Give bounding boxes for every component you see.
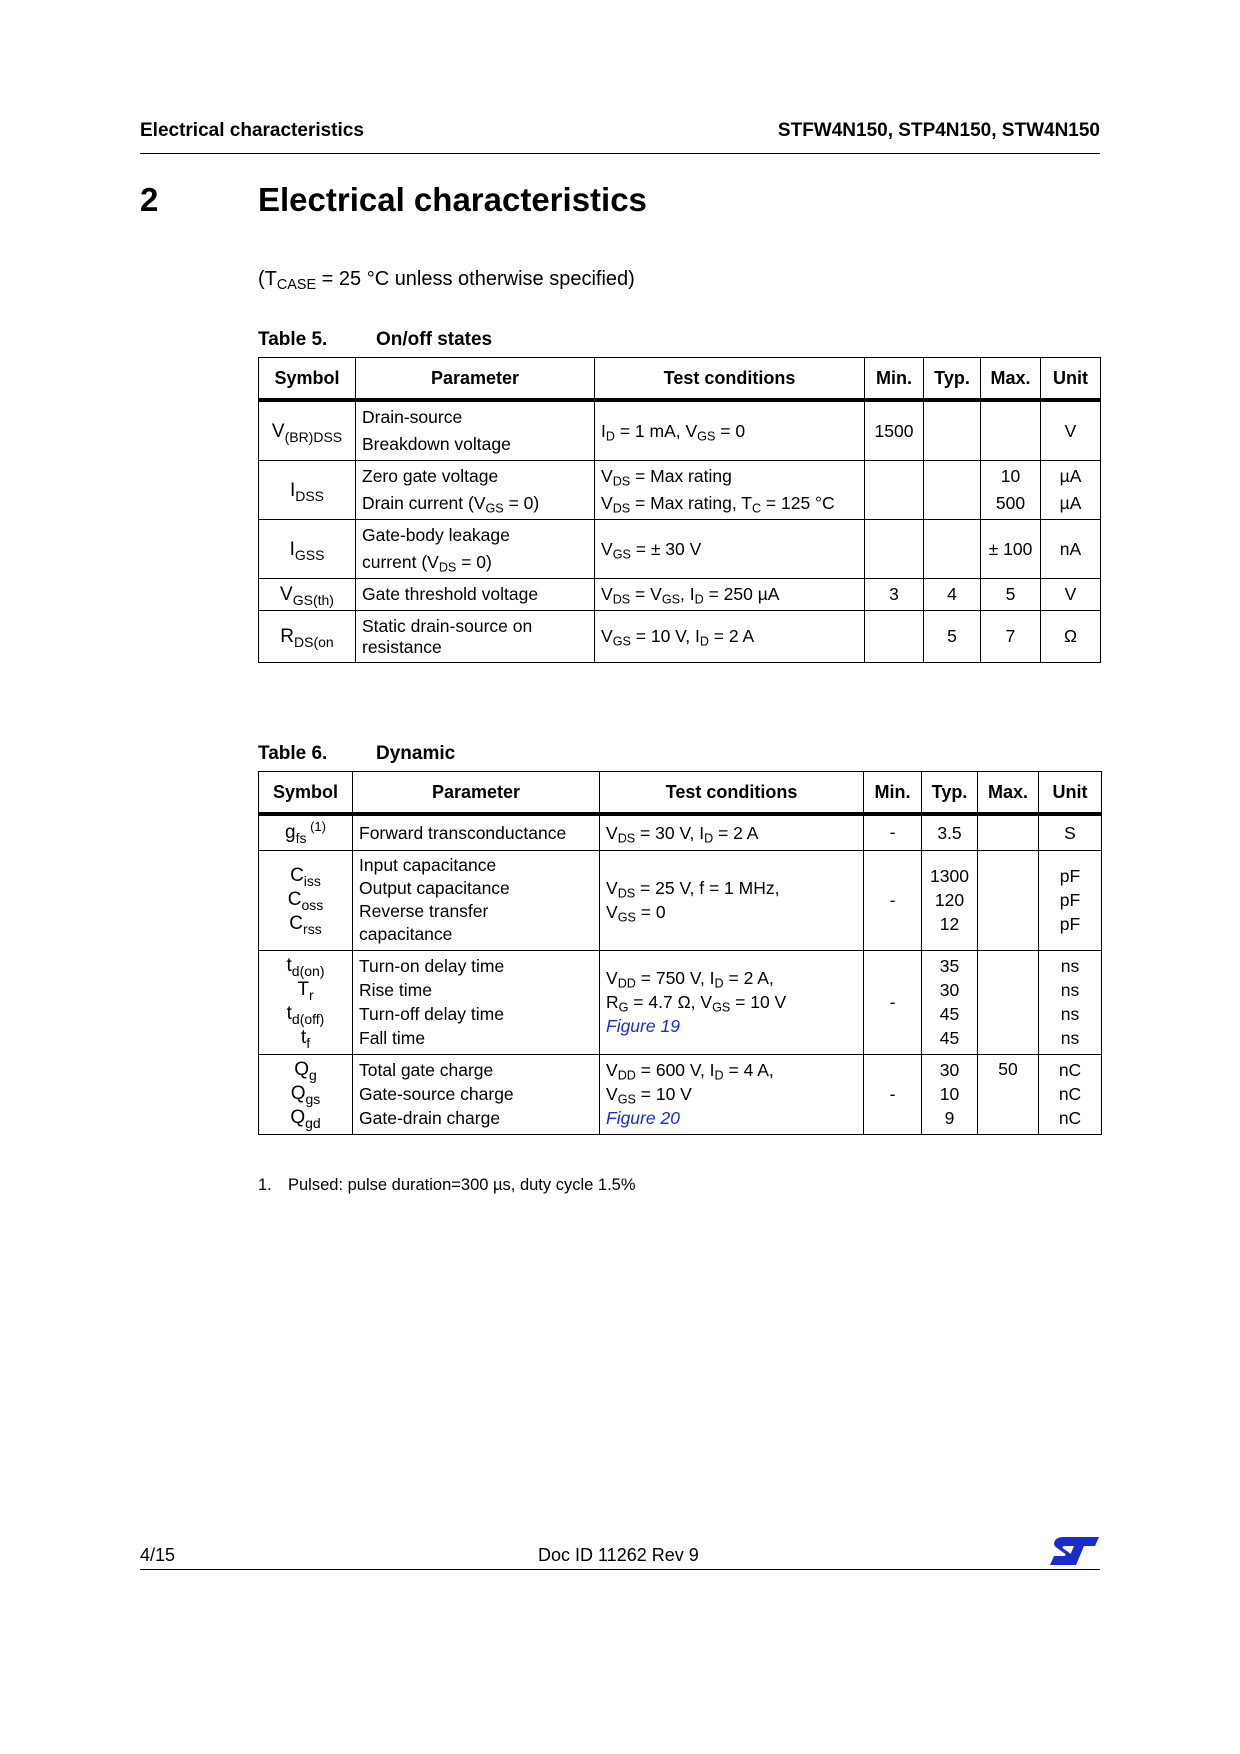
typ-cell [924,461,981,520]
table-row [259,814,1102,850]
table5-title: On/off states [376,329,493,350]
unit-cell: nC nC nC [1039,1054,1102,1134]
header-parameter: Parameter [356,358,595,401]
symbol-cell: $C_{iss}$ $C_{oss}$ $C_{rss}$ [259,850,353,950]
table-row [259,611,1101,663]
figure-link[interactable]: Figure 20 [606,1108,680,1128]
table6-title: Dynamic [376,743,456,764]
unit-cell: Ω [1041,611,1101,663]
footer-rule [140,1569,1100,1570]
parameter-cell: Total gate charge Gate-source charge Gate-drain charge [353,1054,600,1134]
running-header-right: STFW4N150, STP4N150, STW4N150 [777,120,1100,141]
symbol-cell: $V_{GS(th)}$ [259,579,356,611]
table6-body [259,814,1102,1134]
header-unit: Unit [1041,358,1101,401]
running-header-left: Electrical characteristics [140,120,364,141]
header-test-conditions: Test conditions [595,358,865,401]
table6-header-row [259,772,1102,815]
min-cell: - [864,1054,922,1134]
parameter-cell: Drain-source Breakdown voltage [356,400,595,461]
table-row [259,461,1101,520]
table6-label: Table 6. [258,743,328,764]
symbol-cell: $I_{GSS}$ [259,520,356,579]
symbol-cell: $t_{d(on)}$ $T_r$ $t_{d(off)}$ $t_f$ [259,950,353,1054]
parameter-cell: Gate-body leakage current $(V_{DS} = 0)$ [356,520,595,579]
min-cell: - [864,850,922,950]
header-min: Min. [865,358,924,401]
test-conditions-cell: $V_{DD} = 750$ V, $I_D = 2$ A, $R_G = 4.7$ Ω, $V_{GS} = 10$ V Figure 19 [600,950,864,1054]
test-conditions-cell: $V_{DS}$ = Max rating $V_{DS}$ = Max rating, $T_C = 125$ °C [595,461,865,520]
header-symbol: Symbol [259,772,353,815]
table6-caption [258,743,456,765]
min-cell [865,461,924,520]
symbol-cell: $V_{(BR)DSS}$ [259,400,356,461]
parameter-cell: Static drain-source on resistance [356,611,595,663]
max-cell [978,850,1039,950]
table-row [259,950,1102,1054]
typ-cell: 5 [924,611,981,663]
header-typ: Typ. [922,772,978,815]
symbol-cell: $R_{DS(on}$ [259,611,356,663]
unit-cell: V [1041,400,1101,461]
typ-cell: 3.5 [922,814,978,850]
table5-on-off-states [258,357,1101,663]
header-symbol: Symbol [259,358,356,401]
max-cell: 50 [978,1054,1039,1134]
header-unit: Unit [1039,772,1102,815]
parameter-cell: Turn-on delay time Rise time Turn-off delay time Fall time [353,950,600,1054]
min-cell: 3 [865,579,924,611]
table5-body [259,400,1101,663]
unit-cell: V [1041,579,1101,611]
unit-cell: pF pF pF [1039,850,1102,950]
parameter-cell: Zero gate voltage Drain current $(V_{GS} = 0)$ [356,461,595,520]
table-row [259,579,1101,611]
st-logo-icon [1049,1535,1099,1567]
table6-dynamic [258,771,1102,1135]
unit-cell: µA µA [1041,461,1101,520]
test-conditions-cell: $V_{GS}$ = ± 30 V [595,520,865,579]
parameter-cell: Gate threshold voltage [356,579,595,611]
max-cell: 5 [981,579,1041,611]
test-conditions-cell: $V_{DS} = 25$ V, f = 1 MHz, $V_{GS} = 0$ [600,850,864,950]
test-conditions-cell: $V_{DS} = V_{GS}$, $I_D = 250$ µA [595,579,865,611]
header-max: Max. [978,772,1039,815]
parameter-cell: Forward transconductance [353,814,600,850]
table5-label: Table 5. [258,329,328,350]
typ-cell: 4 [924,579,981,611]
test-conditions-cell: $V_{DS} = 30$ V, $I_D = 2$ A [600,814,864,850]
min-cell: - [864,814,922,850]
test-conditions-cell: $I_D = 1$ mA, $V_{GS} = 0$ [595,400,865,461]
min-cell: 1500 [865,400,924,461]
min-cell [865,611,924,663]
section-number: 2 [140,181,159,218]
header-parameter: Parameter [353,772,600,815]
table6-footnote: 1. Pulsed: pulse duration=300 µs, duty cycle 1.5% [258,1176,636,1194]
header-min: Min. [864,772,922,815]
header-rule [140,153,1100,154]
max-cell: ± 100 [981,520,1041,579]
table5-header-row [259,358,1101,401]
min-cell: - [864,950,922,1054]
max-cell [978,950,1039,1054]
unit-cell: S [1039,814,1102,850]
unit-cell: ns ns ns ns [1039,950,1102,1054]
typ-cell: 35 30 45 45 [922,950,978,1054]
symbol-cell: $I_{DSS}$ [259,461,356,520]
header-max: Max. [981,358,1041,401]
typ-cell: 1300 120 12 [922,850,978,950]
header-typ: Typ. [924,358,981,401]
figure-link[interactable]: Figure 19 [606,1016,680,1036]
parameter-cell: Input capacitance Output capacitance Reverse transfer capacitance [353,850,600,950]
table5-caption [258,329,493,351]
document-id: Doc ID 11262 Rev 9 [538,1545,699,1565]
test-conditions-cell: $V_{GS} = 10$ V, $I_D = 2$ A [595,611,865,663]
table-row [259,400,1101,461]
max-cell: 7 [981,611,1041,663]
symbol-cell: $Q_g$ $Q_{gs}$ $Q_{gd}$ [259,1054,353,1134]
table-row [259,1054,1102,1134]
header-test-conditions: Test conditions [600,772,864,815]
symbol-cell: $g_{fs}$ $^{(1)}$ [259,814,353,850]
page-number: 4/15 [140,1545,176,1565]
table-row [259,850,1102,950]
section-title: Electrical characteristics [258,181,647,218]
test-condition-note: ($T_{CASE} = 25$ °C unless otherwise specified) [258,268,635,294]
typ-cell [924,520,981,579]
max-cell: 10 500 [981,461,1041,520]
typ-cell [924,400,981,461]
max-cell [981,400,1041,461]
min-cell [865,520,924,579]
max-cell [978,814,1039,850]
test-conditions-cell: $V_{DD} = 600$ V, $I_D = 4$ A, $V_{GS} = 10$ V Figure 20 [600,1054,864,1134]
table-row [259,520,1101,579]
typ-cell: 30 10 9 [922,1054,978,1134]
unit-cell: nA [1041,520,1101,579]
